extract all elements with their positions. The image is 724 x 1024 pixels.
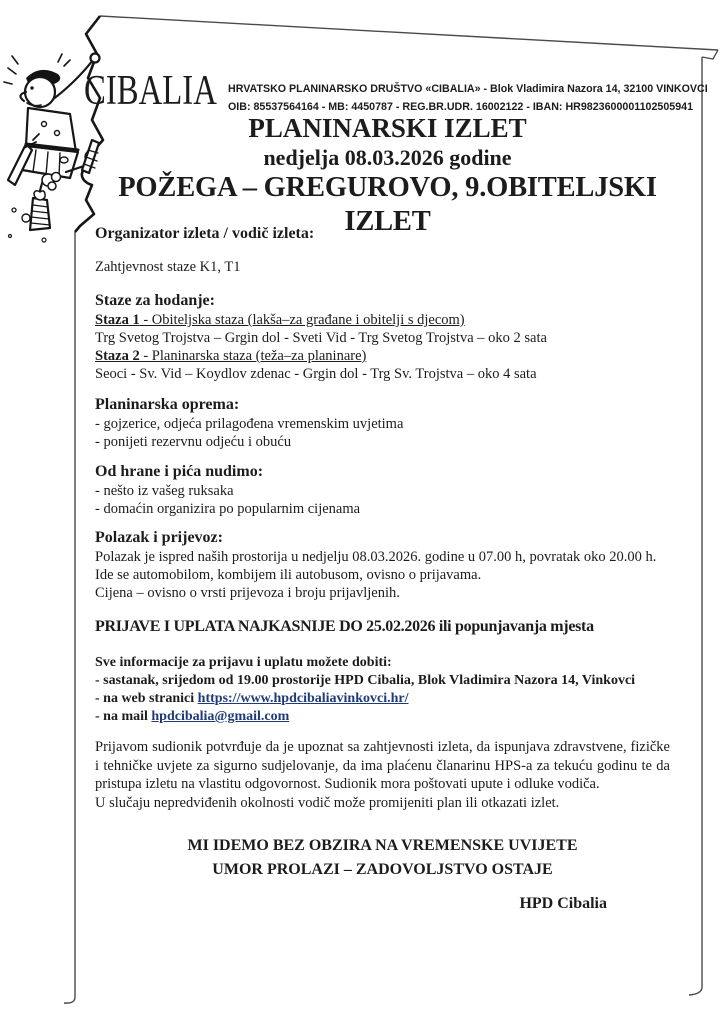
event-date-title: nedjelja 08.03.2026 godine	[263, 145, 512, 170]
club-registry-line: OIB: 85537564164 - MB: 4450787 - REG.BR.UDR. 16002122 - IBAN: HR9823600001102505941	[228, 101, 694, 113]
contact-info-block	[95, 654, 695, 726]
trail-1-label: Staza 1	[95, 312, 140, 328]
mail-prefix: - na mail	[95, 709, 152, 724]
equipment-item: - gojzerice, odjeća prilagođena vremenskim uvjetima	[95, 416, 404, 432]
contact-meeting-line: - sastanak, srijedom od 19.00 prostorije HPD Cibalia, Blok Vladimira Nazora 14, Vinkovci	[95, 673, 636, 688]
registration-deadline-line: PRIJAVE I UPLATA NAJKASNIJE DO 25.02.2026 ili popunjavanja mjesta	[95, 618, 594, 635]
equipment-item: - ponijeti rezervnu odjeću i obuću	[95, 434, 292, 450]
organizer-heading: Organizator izleta / vodič izleta:	[95, 225, 315, 242]
trail-2-title	[95, 347, 695, 365]
event-destination-title: POŽEGA – GREGUROVO, 9.OBITELJSKI IZLET	[118, 172, 657, 237]
motto-line-2: UMOR PROLAZI – ZADOVOLJSTVO OSTAJE	[212, 861, 553, 878]
contact-mail-line	[95, 708, 695, 726]
difficulty-line: Zahtjevnost staze K1, T1	[95, 259, 241, 275]
trail-1-route: Trg Svetog Trojstva – Grgin dol - Sveti Vid - Trg Svetog Trojstva – oko 2 sata	[95, 330, 547, 346]
website-link[interactable]: https://www.hpdcibaliavinkovci.hr/	[197, 691, 409, 706]
departure-heading: Polazak i prijevoz:	[95, 529, 223, 546]
trail-1-title	[95, 311, 695, 329]
web-prefix: - na web stranici	[95, 691, 198, 706]
disclaimer-paragraph: Prijavom sudionik potvrđuje da je upoznat sa zahtjevnosti izleta, da ispunjava zdravstvene, fizičke i tehničke uvjete za sigurno sudjelovanje, da ima plaćenu članarinu HPS-a za tekuću godinu te da pristupa izletu na vlastitu odgovornost. Sudionik mora poštovati upute i odluke vodiča.	[95, 739, 670, 792]
departure-line: Cijena – ovisno o vrsti prijevoza i broju prijavljenih.	[95, 585, 400, 601]
club-address-line: HRVATSKO PLANINARSKO DRUŠTVO «CIBALIA» - Blok Vladimira Nazora 14, 32100 VINKOVCI	[228, 83, 708, 95]
food-item: - domaćin organizira po popularnim cijenama	[95, 501, 361, 517]
club-wordmark: CIBALIA	[84, 68, 217, 114]
event-type-title: PLANINARSKI IZLET	[248, 113, 527, 143]
food-heading: Od hrane i pića nudimo:	[95, 463, 264, 480]
event-titles	[85, 112, 690, 239]
trail-2-desc: - Planinarska staza (teža–za planinare)	[139, 348, 367, 364]
motto-line-1: MI IDEMO BEZ OBZIRA NA VREMENSKE UVIJETE	[187, 837, 578, 854]
signature: HPD Cibalia	[519, 895, 607, 912]
contact-info-heading: Sve informacije za prijavu i uplatu možete dobiti:	[95, 655, 392, 670]
club-header	[228, 80, 708, 116]
trails-heading: Staze za hodanje:	[95, 292, 215, 309]
email-link[interactable]: hpdcibalia@gmail.com	[151, 709, 290, 724]
trail-1-desc: - Obiteljska staza (lakša–za građane i obitelji s djecom)	[139, 312, 465, 328]
contact-web-line	[95, 690, 695, 708]
disclaimer-cancellation-line: U slučaju nepredviđenih okolnosti vodič može promijeniti plan ili otkazati izlet.	[95, 794, 560, 811]
document-body	[95, 224, 695, 914]
departure-line: Ide se automobilom, kombijem ili autobusom, ovisno o prijavama.	[95, 567, 482, 583]
trail-2-route: Seoci - Sv. Vid – Koydlov zdenac - Grgin dol - Trg Sv. Trojstva – oko 4 sata	[95, 366, 537, 382]
trail-2-label: Staza 2	[95, 348, 140, 364]
departure-line: Polazak je ispred naših prostorija u nedjelju 08.03.2026. godine u 07.00 h, povratak oko 20.00 h.	[95, 549, 657, 565]
food-item: - nešto iz vašeg ruksaka	[95, 483, 234, 499]
equipment-heading: Planinarska oprema:	[95, 396, 240, 413]
